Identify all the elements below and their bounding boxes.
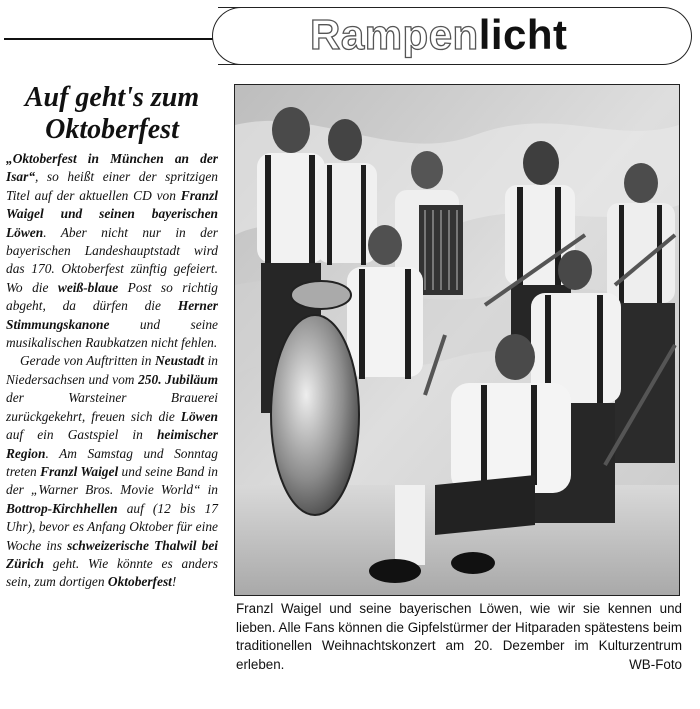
article-p2-run-9: Franzl Waigel [40, 463, 119, 479]
band-photo-illustration [235, 85, 679, 595]
article-p2-run-10: und seine Band in der „Warner Bros. Movie World“ in [6, 463, 218, 498]
article-p1-run-4: weiß-blaue [57, 279, 119, 295]
article-body [6, 150, 218, 592]
article-p2-run-12: auf (12 bis 17 Uhr), bevor es Anfang Oktober für eine Woche ins [6, 500, 218, 553]
headline-line-2: Oktoberfest [45, 114, 179, 145]
article-p2-run-15: Oktoberfest [107, 574, 172, 590]
article-p2-run-7: heimischer Region [6, 427, 218, 461]
article-p1-run-6: Herner Stimmungskanone [6, 298, 218, 332]
article-p1-run-2: Franzl Waigel und seinen bayerischen Löwen [6, 187, 218, 240]
section-rule [4, 38, 216, 40]
article-paragraph-1 [6, 150, 218, 352]
article-headline [4, 82, 220, 146]
article-p2-run-14: geht. Wie könnte es anders sein, zum dortigen [6, 555, 218, 590]
photo-credit: WB-Foto [629, 656, 682, 672]
article-p2-run-0: Gerade von Auftritten in [20, 353, 155, 369]
caption-text: Franzl Waigel und seine bayerischen Löwen, wie wir sie kennen und lieben. Alle Fans können die Gipfelstürmer der Hitparaden spätestens beim traditionellen Weihnachtskonzert am 20. Dezember im Kulturzentrum erleben. [236, 601, 682, 672]
article-p2-run-2: in Niedersachsen und vom [6, 353, 219, 387]
article-p2-run-5: Löwen [180, 408, 218, 424]
article-p1-run-7: und seine musikalischen Raubkatzen nicht fehlen. [6, 316, 218, 351]
article-p2-run-11: Bottrop-Kirchhellen [6, 500, 118, 516]
headline-line-1: Auf geht's zum [24, 82, 200, 113]
photo-caption [236, 600, 682, 674]
article-p1-run-1: , so heißt einer der spritzigen Titel auf der aktuellen CD von [6, 169, 218, 203]
article-p1-run-0: „Oktoberfest in München an der Isar“ [6, 151, 218, 185]
article-p2-run-8: . Am Samstag und Sonntag treten [6, 445, 218, 479]
article-p2-run-1: Neustadt [154, 353, 205, 369]
section-title [310, 10, 568, 60]
article-p2-run-16: ! [171, 574, 177, 590]
band-photo [234, 84, 680, 596]
article-p1-run-3: . Aber nicht nur in der bayerischen Landeshauptstadt wird das 170. Oktoberfest zünftig gefeiert. Wo die [6, 224, 218, 295]
section-title-bold: licht [478, 11, 568, 58]
article-p2-run-6: auf ein Gastspiel in [6, 427, 157, 443]
article-paragraph-2 [6, 352, 218, 591]
article-p2-run-4: der Warsteiner Brauerei zurückgekehrt, freuen sich die [6, 390, 218, 424]
article-p2-run-13: schweizerische Thalwil bei Zürich [6, 537, 218, 571]
section-title-light: Rampen [310, 11, 479, 58]
article-p1-run-5: Post so richtig abgeht, da dürfen die [6, 279, 218, 314]
article-p2-run-3: 250. Jubiläum [138, 371, 219, 387]
